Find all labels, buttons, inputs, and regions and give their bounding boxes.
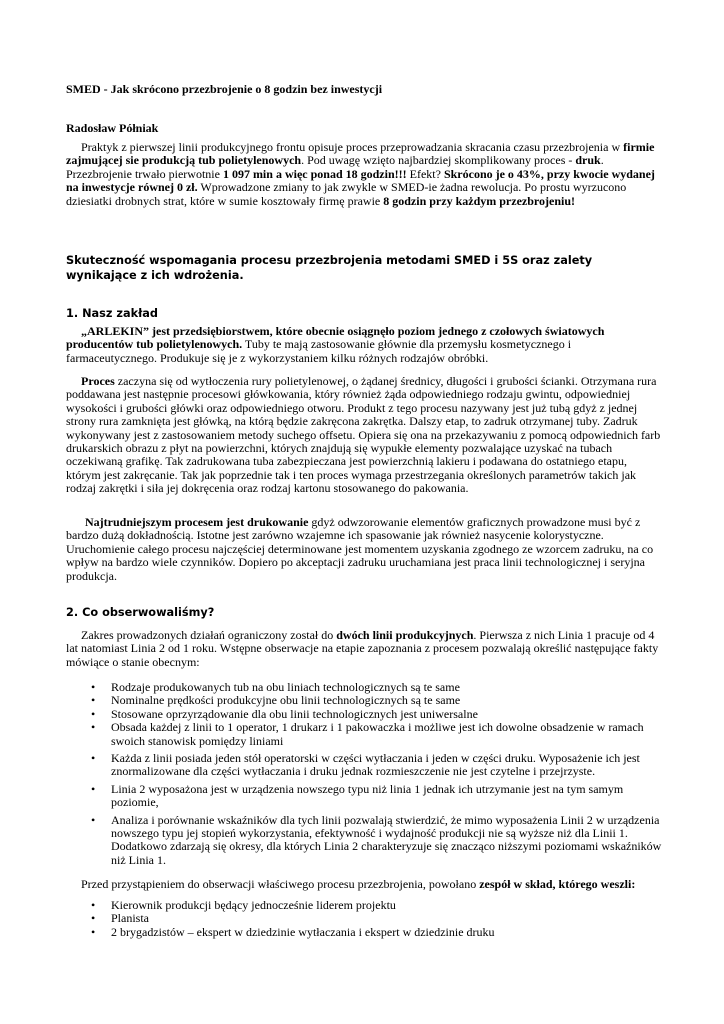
paragraph-arlekin: „ARLEKIN” jest przedsiębiorstwem, które obecnie osiągnęło poziom jednego z czołowych światowych producentów tub polietylenowych. Tuby te mają zastosowanie głównie dla przemysłu kosmetycznego i farmaceutycznego. Produkuje się je z wykorzystaniem kilku różnych rodzajów obróbki. bbox=[66, 324, 605, 365]
author-name: Radosław Półniak bbox=[66, 121, 159, 135]
heading-co-obserwowalismy: 2. Co obserwowaliśmy? bbox=[66, 606, 215, 619]
list-item: • Nominalne prędkości produkcyjne obu linii technologicznych są te same bbox=[91, 693, 461, 708]
list-item: • Każda z linii posiada jeden stół operatorski w części wytłaczania i jeden w części druku. Wyposażenie ich jest znormalizowane dla części wytłaczania i druku jednak rozmieszczenie nie jest czytelne i przejrzyste. bbox=[91, 751, 640, 779]
list-item: • Stosowane oprzyrządowanie dla obu linii technologicznych jest uniwersalne bbox=[91, 706, 478, 721]
paragraph-drukowanie: Najtrudniejszym procesem jest drukowanie gdyż odwzorowanie elementów graficznych prowadzone musi być z bardzo dużą dokładnością. Istotne jest zarówno wzajemne ich spasowanie jak również nasycenie kolorystyczne. Uruchomienie całego procesu najczęściej determinowane jest momentem uzyskania zgodnego ze wzorcem zadruku, na co wpływ na bardzo wiele czynników. Dopiero po akceptacji zadruku uruchamiana jest praca linii technologicznej i seryjna produkcja. bbox=[66, 515, 654, 583]
list-item: • Planista bbox=[91, 911, 149, 926]
list-item: • Obsada każdej z linii to 1 operator, 1 drukarz i 1 pakowaczka i możliwe jest ich dowolne obsadzenie w ramach swoich stanowisk pomiędzy liniami bbox=[91, 720, 644, 748]
paragraph-zakres: Zakres prowadzonych działań ograniczony został do dwóch linii produkcyjnych. Pierwsza z nich Linia 1 pracuje od 4 lat natomiast Linia 2 od 1 roku. Wstępne obserwacje na etapie zapoznania z procesem pozwalają określić następujące fakty mówiące o stanie obecnym: bbox=[66, 628, 659, 669]
observations-list bbox=[66, 681, 662, 867]
list-item: • Rodzaje produkowanych tub na obu liniach technologicznych są te same bbox=[91, 680, 460, 694]
list-item: • 2 brygadzistów – ekspert w dziedzinie wytłaczania i ekspert w dziedzinie druku bbox=[91, 924, 495, 939]
section-heading: Skuteczność wspomagania procesu przezbrojenia metodami SMED i 5S oraz zalety wynikające z ich wdrożenia. bbox=[66, 254, 593, 282]
team-list bbox=[66, 899, 662, 939]
paragraph-zespol: Przed przystąpieniem do obserwacji właściwego procesu przezbrojenia, powołano zespół w skład, którego weszli: bbox=[81, 877, 636, 891]
document-title: SMED - Jak skrócono przezbrojenie o 8 godzin bez inwestycji bbox=[66, 82, 383, 96]
list-item: • Analiza i porównanie wskaźników dla tych linii pozwalają stwierdzić, że mimo wyposażenia Linii 2 w urządzenia nowszego typu jej stopień wykorzystania, efektywność i wydajność produkcji nie są wyższe niż dla Linii 1. Dodatkowo zdarzają się okresy, dla których Linia 2 charakteryzuje się znacząco niższymi poziomami wskaźników niż Linia 1. bbox=[91, 812, 662, 867]
intro-paragraph: Praktyk z pierwszej linii produkcyjnego frontu opisuje proces przeprowadzania skracania czasu przezbrojenia w firmie zajmującej sie produkcją tub polietylenowych. Pod uwagę wzięto najbardziej skomplikowany proces - druk. Przezbrojenie trwało pierwotnie 1 097 min a więc ponad 18 godzin!!! Efekt? Skrócono je o 43%, przy kwocie wydanej na inwestycje równej 0 zł. Wprowadzone zmiany to jak zwykle w SMED-ie żadna rewolucja. Po prostu wyrzucono dziesiatki drobnych strat, które w sumie kosztowały firmę prawie 8 godzin przy każdym przezbrojeniu! bbox=[66, 140, 655, 208]
paragraph-proces: Proces zaczyna się od wytłoczenia rury polietylenowej, o żądanej średnicy, długości i grubości ścianki. Otrzymana rura poddawana jest następnie procesowi główkowania, który również żąda odpowiedniego rodzaju gwintu, odpowiedniej wysokości i grubości główki oraz odpowiedniego otworu. Produkt z tego procesu nazywany jest już tubą gdyż z jednej strony rura zamknięta jest główką, na którą będzie zakręcona zakrętka. Dalszy etap, to zadruk otrzymanej tuby. Zadruk wykonywany jest z zastosowaniem metody suchego offsetu. Opiera się ona na przekazywaniu z pomocą odpowiednich farb drukarskich obrazu z płyt na powierzchni, których znajdują się wypukłe elementy pozwalające uzyskać na tubach oczekiwaną grafikę. Tak zadrukowana tuba zabezpieczana jest powierzchnią lakieru i podawana do ostatniego etapu, którym jest zakręcanie. Tak jak poprzednie tak i ten proces wymaga przestrzegania określonych parametrów takich jak rodzaj zakrętki i siła jej dokręcenia oraz rodzaj kartonu stosowanego do pakowania. bbox=[66, 374, 661, 496]
list-item: • Linia 2 wyposażona jest w urządzenia nowszego typu niż linia 1 jednak ich utrzymanie jest na tym samym poziomie, bbox=[91, 781, 624, 810]
list-item: • Kierownik produkcji będący jednocześnie liderem projektu bbox=[91, 898, 396, 912]
heading-nasz-zaklad: 1. Nasz zakład bbox=[66, 307, 159, 320]
